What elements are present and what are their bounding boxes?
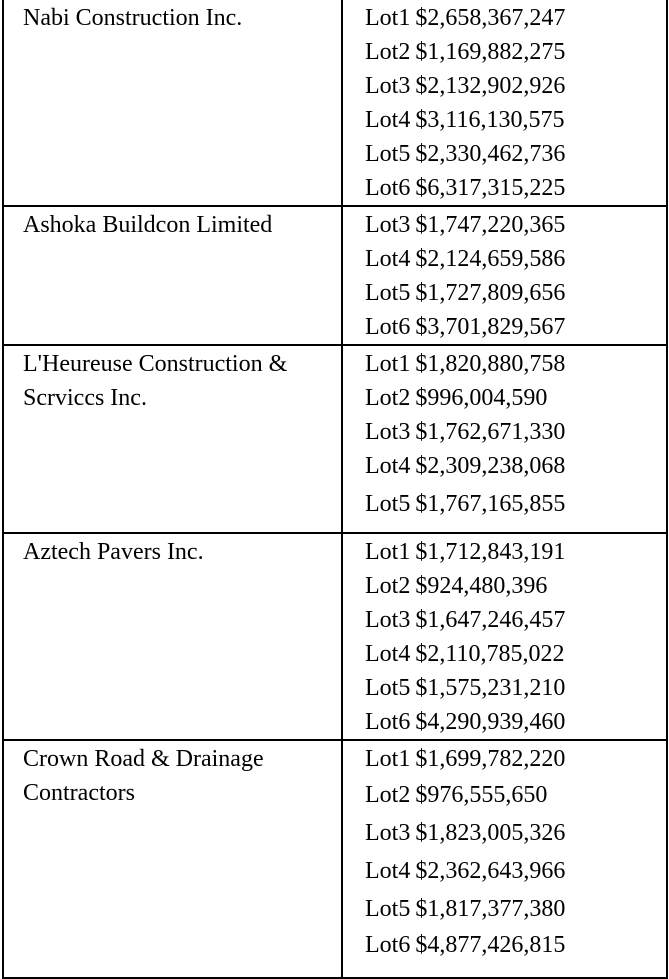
lot-label: Lot4 — [365, 246, 411, 272]
lot-label: Lot1 — [365, 746, 411, 772]
bid-amount: $1,823,005,326 — [415, 820, 566, 846]
lot-bid-item — [365, 852, 666, 890]
lot-label: Lot1 — [365, 351, 411, 377]
bid-amount: $3,701,829,567 — [415, 314, 566, 340]
lot-bid-item — [365, 310, 666, 344]
bid-amount: $1,169,882,275 — [415, 39, 566, 65]
lot-label: Lot2 — [365, 573, 411, 599]
lot-label: Lot3 — [365, 212, 411, 238]
lot-label: Lot5 — [365, 896, 411, 922]
table-row — [3, 0, 667, 206]
lot-bids-cell — [342, 0, 667, 206]
lot-bid-item — [365, 276, 666, 310]
lot-bid-item — [365, 742, 666, 776]
table-row — [3, 740, 667, 978]
lot-label: Lot5 — [365, 491, 411, 517]
bid-amount: $996,004,590 — [415, 385, 548, 411]
lot-label: Lot4 — [365, 453, 411, 479]
lot-bid-item — [365, 569, 666, 603]
lot-label: Lot4 — [365, 107, 411, 133]
lot-label: Lot1 — [365, 539, 411, 565]
lot-label: Lot5 — [365, 141, 411, 167]
lot-bid-item — [365, 449, 666, 483]
bid-amount: $2,132,902,926 — [415, 73, 566, 99]
lot-bid-item — [365, 137, 666, 171]
lot-bid-item — [365, 381, 666, 415]
company-cell — [3, 740, 342, 978]
lot-bid-item — [365, 705, 666, 739]
lot-bid-list — [343, 346, 666, 525]
lot-bid-item — [365, 1, 666, 35]
lot-bid-item — [365, 671, 666, 705]
lot-bid-item — [365, 814, 666, 852]
lot-label: Lot1 — [365, 5, 411, 31]
table-row — [3, 533, 667, 740]
company-name: Ashoka Buildcon Limited — [23, 212, 273, 238]
lot-bid-item — [365, 928, 666, 962]
company-name: Nabi Construction Inc. — [23, 5, 243, 31]
bid-amount: $2,658,367,247 — [415, 5, 566, 31]
bid-amount: $6,317,315,225 — [415, 175, 566, 201]
bid-amount: $4,877,426,815 — [415, 932, 566, 958]
company-cell — [3, 206, 342, 345]
lot-bid-list — [343, 534, 666, 739]
bid-amount: $1,767,165,855 — [415, 491, 566, 517]
lot-bids-cell — [342, 345, 667, 533]
lot-bid-item — [365, 347, 666, 381]
bid-amount: $1,820,880,758 — [415, 351, 566, 377]
bid-amount: $4,290,939,460 — [415, 709, 566, 735]
lot-bid-list — [343, 0, 666, 205]
lot-bids-cell — [342, 206, 667, 345]
company-cell — [3, 345, 342, 533]
bid-amount: $2,110,785,022 — [415, 641, 565, 667]
bid-amount: $1,747,220,365 — [415, 212, 566, 238]
lot-bid-item — [365, 171, 666, 205]
bid-amount: $3,116,130,575 — [415, 107, 565, 133]
lot-label: Lot2 — [365, 385, 411, 411]
lot-bid-list — [343, 207, 666, 344]
lot-bid-item — [365, 776, 666, 814]
bid-amount: $2,362,643,966 — [415, 858, 566, 884]
lot-bids-cell — [342, 533, 667, 740]
lot-bids-cell — [342, 740, 667, 978]
lot-bid-item — [365, 242, 666, 276]
table-row — [3, 345, 667, 533]
bid-amount: $976,555,650 — [415, 782, 548, 808]
lot-bid-item — [365, 637, 666, 671]
lot-bid-item — [365, 603, 666, 637]
bid-amount: $2,124,659,586 — [415, 246, 566, 272]
company-name: L'Heureuse Construction & Scrvicсs Inc. — [23, 351, 288, 411]
lot-bid-item — [365, 483, 666, 525]
bid-amount: $1,727,809,656 — [415, 280, 566, 306]
company-name: Aztech Pavers Inc. — [23, 539, 204, 565]
bid-amount: $1,712,843,191 — [415, 539, 566, 565]
bid-table — [2, 0, 668, 979]
lot-label: Lot2 — [365, 782, 411, 808]
bid-amount: $1,762,671,330 — [415, 419, 566, 445]
lot-label: Lot3 — [365, 607, 411, 633]
company-name: Crown Road & Drainage Contractors — [23, 746, 264, 806]
bid-amount: $1,699,782,220 — [415, 746, 566, 772]
lot-bid-item — [365, 535, 666, 569]
lot-label: Lot3 — [365, 73, 411, 99]
lot-bid-item — [365, 103, 666, 137]
bid-amount: $1,647,246,457 — [415, 607, 566, 633]
lot-label: Lot4 — [365, 641, 411, 667]
company-cell — [3, 0, 342, 206]
lot-label: Lot6 — [365, 314, 411, 340]
bid-amount: $1,575,231,210 — [415, 675, 566, 701]
bid-amount: $1,817,377,380 — [415, 896, 566, 922]
lot-bid-item — [365, 890, 666, 928]
lot-label: Lot4 — [365, 858, 411, 884]
bid-amount: $2,330,462,736 — [415, 141, 566, 167]
lot-label: Lot6 — [365, 709, 411, 735]
lot-label: Lot6 — [365, 175, 411, 201]
lot-label: Lot3 — [365, 820, 411, 846]
lot-label: Lot5 — [365, 675, 411, 701]
lot-bid-item — [365, 69, 666, 103]
bid-amount: $924,480,396 — [415, 573, 548, 599]
table-row — [3, 206, 667, 345]
lot-bid-item — [365, 35, 666, 69]
lot-bid-list — [343, 741, 666, 962]
lot-label: Lot2 — [365, 39, 411, 65]
lot-label: Lot6 — [365, 932, 411, 958]
bid-amount: $2,309,238,068 — [415, 453, 566, 479]
lot-bid-item — [365, 208, 666, 242]
lot-bid-item — [365, 415, 666, 449]
bid-table-body — [3, 0, 667, 978]
company-cell — [3, 533, 342, 740]
lot-label: Lot5 — [365, 280, 411, 306]
lot-label: Lot3 — [365, 419, 411, 445]
